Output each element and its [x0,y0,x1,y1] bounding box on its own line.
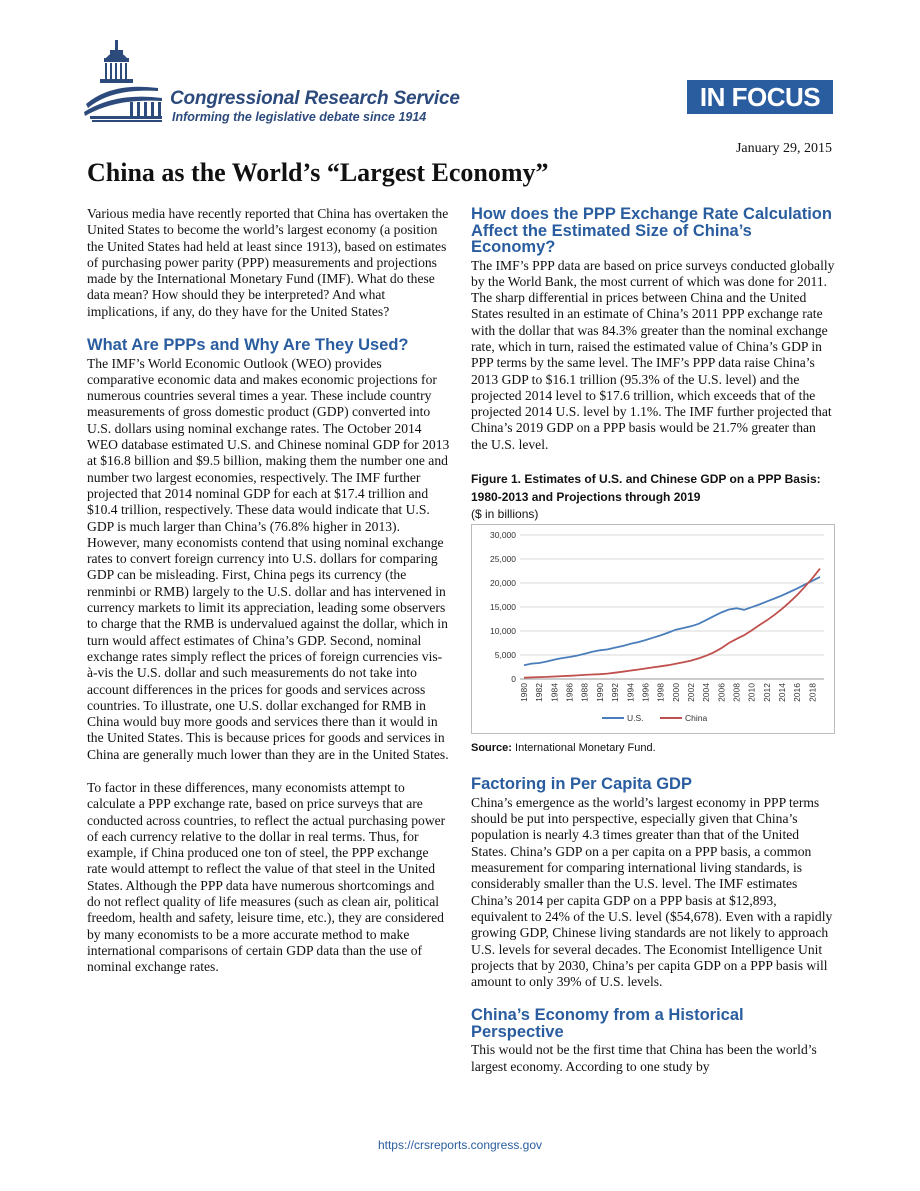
y-tick-label: 5,000 [494,650,516,661]
x-tick-label: 2014 [777,683,788,702]
x-tick-label: 2016 [792,683,803,702]
report-date: January 29, 2015 [735,141,832,156]
x-tick-label: 1996 [640,683,651,702]
x-tick-label: 1986 [564,683,575,702]
source-text: International Monetary Fund. [511,742,656,755]
series-line-us [524,577,820,665]
y-tick-label: 20,000 [490,578,516,589]
x-tick-label: 1982 [534,683,545,702]
section-heading-per-capita: Factoring in Per Capita GDP [471,775,692,794]
intro-paragraph: Various media have recently reported that China has overtaken the United States to become the world’s largest economy (a position the United States had held at least since 1913), based on estimates of purchasing power parity (PPP) measurements and projections made by the International Monetary Fund (IMF). What do these data mean? How should they be interpreted? And what implications, if any, do they have for the United States? [87,206,449,319]
history-paragraph: This would not be the first time that China has been the world’s largest economy. According to one study by [471,1042,817,1074]
section-heading-rate: How does the PPP Exchange Rate Calculation Affect the Estimated Size of China’s Economy? [471,205,832,256]
org-name: Congressional Research Service [170,88,460,109]
x-tick-label: 1990 [594,683,605,702]
x-tick-label: 2006 [716,683,727,702]
x-tick-label: 2008 [731,683,742,702]
x-tick-label: 2012 [761,683,772,702]
x-tick-label: 2010 [746,683,757,702]
series-line-china [524,569,820,678]
figure-source [471,740,835,756]
legend-label: U.S. [627,713,644,724]
x-tick-label: 1994 [625,683,636,702]
y-tick-label: 0 [511,674,516,685]
report-header [0,0,920,156]
section-heading-history: China’s Economy from a Historical Perspective [471,1006,744,1041]
y-tick-label: 15,000 [490,602,516,613]
ppp-paragraph-1: The IMF’s World Economic Outlook (WEO) provides comparative economic data and makes economic projections for numerous countries several times a year. These include country measurements of gross domestic product (GDP) converted into U.S. dollars using nominal exchange rates. The October 2014 WEO database estimated U.S. and Chinese nominal GDP for 2013 at $16.8 billion and $9.5 billion, making them the number one and number two largest economies, respectively. The IMF further projected that 2014 nominal GDP for each at $17.4 trillion and $10.4 trillion, respectively. These data would indicate that U.S. GDP is much larger than China’s (76.8% higher in 2013). However, many economists contend that using nominal exchange rates to convert foreign currency into U.S. dollars for comparing GDP can be misleading. First, China pegs its currency (the renminbi or RMB) largely to the U.S. dollar and has intervened in currency markets to limit its appreciation, leading some observers to charge that the RMB is undervalued against the dollar, which in turn would affect estimates of China’s GDP. Second, nominal exchange rates simply reflect the prices of foreign currencies vis-à-vis the U.S. dollar and such measurements do not take into account differences in the prices for goods and services across countries. To illustrate, one U.S. dollar exchanged for RMB in China would buy more goods and services there than it would in the United States. This is because prices for goods and services in China are generally much lower than they are in the United States. [87,355,450,762]
x-tick-label: 1992 [610,683,621,702]
per-capita-paragraph: China’s emergence as the world’s largest economy in PPP terms should be put into perspective, especially given that China’s population is nearly 4.3 times greater than that of the United States. China’s GDP on a per capita on a PPP basis, a common measurement for comparing international living standards, is considerably smaller than the U.S. level. The IMF estimates China’s 2014 per capita GDP on a PPP basis at $12,893, equivalent to 24% of the U.S. level ($54,678). Even with a rapidly growing GDP, Chinese living standards are not likely to approach U.S. levels for several decades. The Economist Intelligence Unit projects that by 2030, China’s per capita GDP on a PPP basis will amount to only 39% of U.S. levels. [471,794,833,990]
section-heading-ppp: What Are PPPs and Why Are They Used? [87,336,409,355]
x-tick-label: 1980 [519,683,529,702]
in-focus-badge: IN FOCUS [687,80,833,114]
x-tick-label: 1988 [579,683,590,702]
x-tick-label: 2004 [701,683,712,702]
left-column [87,206,451,993]
page-title: China as the World’s “Largest Economy” [87,158,549,187]
x-tick-label: 1984 [549,683,560,702]
y-tick-label: 10,000 [490,626,516,637]
x-tick-label: 2000 [670,683,681,702]
figure-units: ($ in billions) [471,507,539,522]
org-tagline: Informing the legislative debate since 1914 [172,110,427,124]
x-tick-label: 2018 [807,683,818,702]
y-tick-label: 25,000 [490,554,516,565]
x-tick-label: 1998 [655,683,666,702]
source-label: Source: [471,742,512,755]
rate-paragraph: The IMF’s PPP data are based on price surveys conducted globally by the World Bank, the most current of which was done for 2011. The sharp differential in prices between China and the United States resulted in an estimate of China’s 2011 PPP exchange rate with the dollar that was 84.3% greater than the nominal exchange rate, which in turn, raised the estimated value of China’s GDP in PPP terms by the same level. The IMF’s PPP data raise China’s 2013 GDP to $16.1 trillion (95.3% of the U.S. level) and the projected 2014 level to $17.6 trillion, which exceeds that of the projected 2014 U.S. level by 1.1%. The IMF further projected that China’s 2019 GDP on a PPP basis would be 21.7% greater than the U.S. level. [471,257,835,452]
footer-url[interactable]: https://crsreports.congress.gov [377,1138,543,1152]
gdp-chart [471,524,835,734]
y-tick-label: 30,000 [490,530,516,541]
capitol-dome-icon [82,38,164,128]
gdp-line-chart [472,525,834,733]
legend-label: China [685,713,708,724]
figure-caption: Figure 1. Estimates of U.S. and Chinese GDP on a PPP Basis: 1980-2013 and Projections through 2019 [471,472,821,505]
ppp-paragraph-2: To factor in these differences, many economists attempt to calculate a PPP exchange rate, based on price surveys that are conducted across countries, to reflect the actual purchasing power of each currency relative to the dollar in real terms. Thus, for example, if China produced one ton of steel, the PPP exchange rate would attempt to reflect the value of that steel in the United States. Although the PPP data have numerous shortcomings and do not reflect quality of life measures (such as clean air, political freedom, health and safety, leisure time, etc.), they are considered by many economists to be a more accurate method to make international comparisons of certain GDP data than the use of nominal exchange rates. [87,780,446,975]
right-column [471,206,835,1092]
x-tick-label: 2002 [685,683,696,702]
